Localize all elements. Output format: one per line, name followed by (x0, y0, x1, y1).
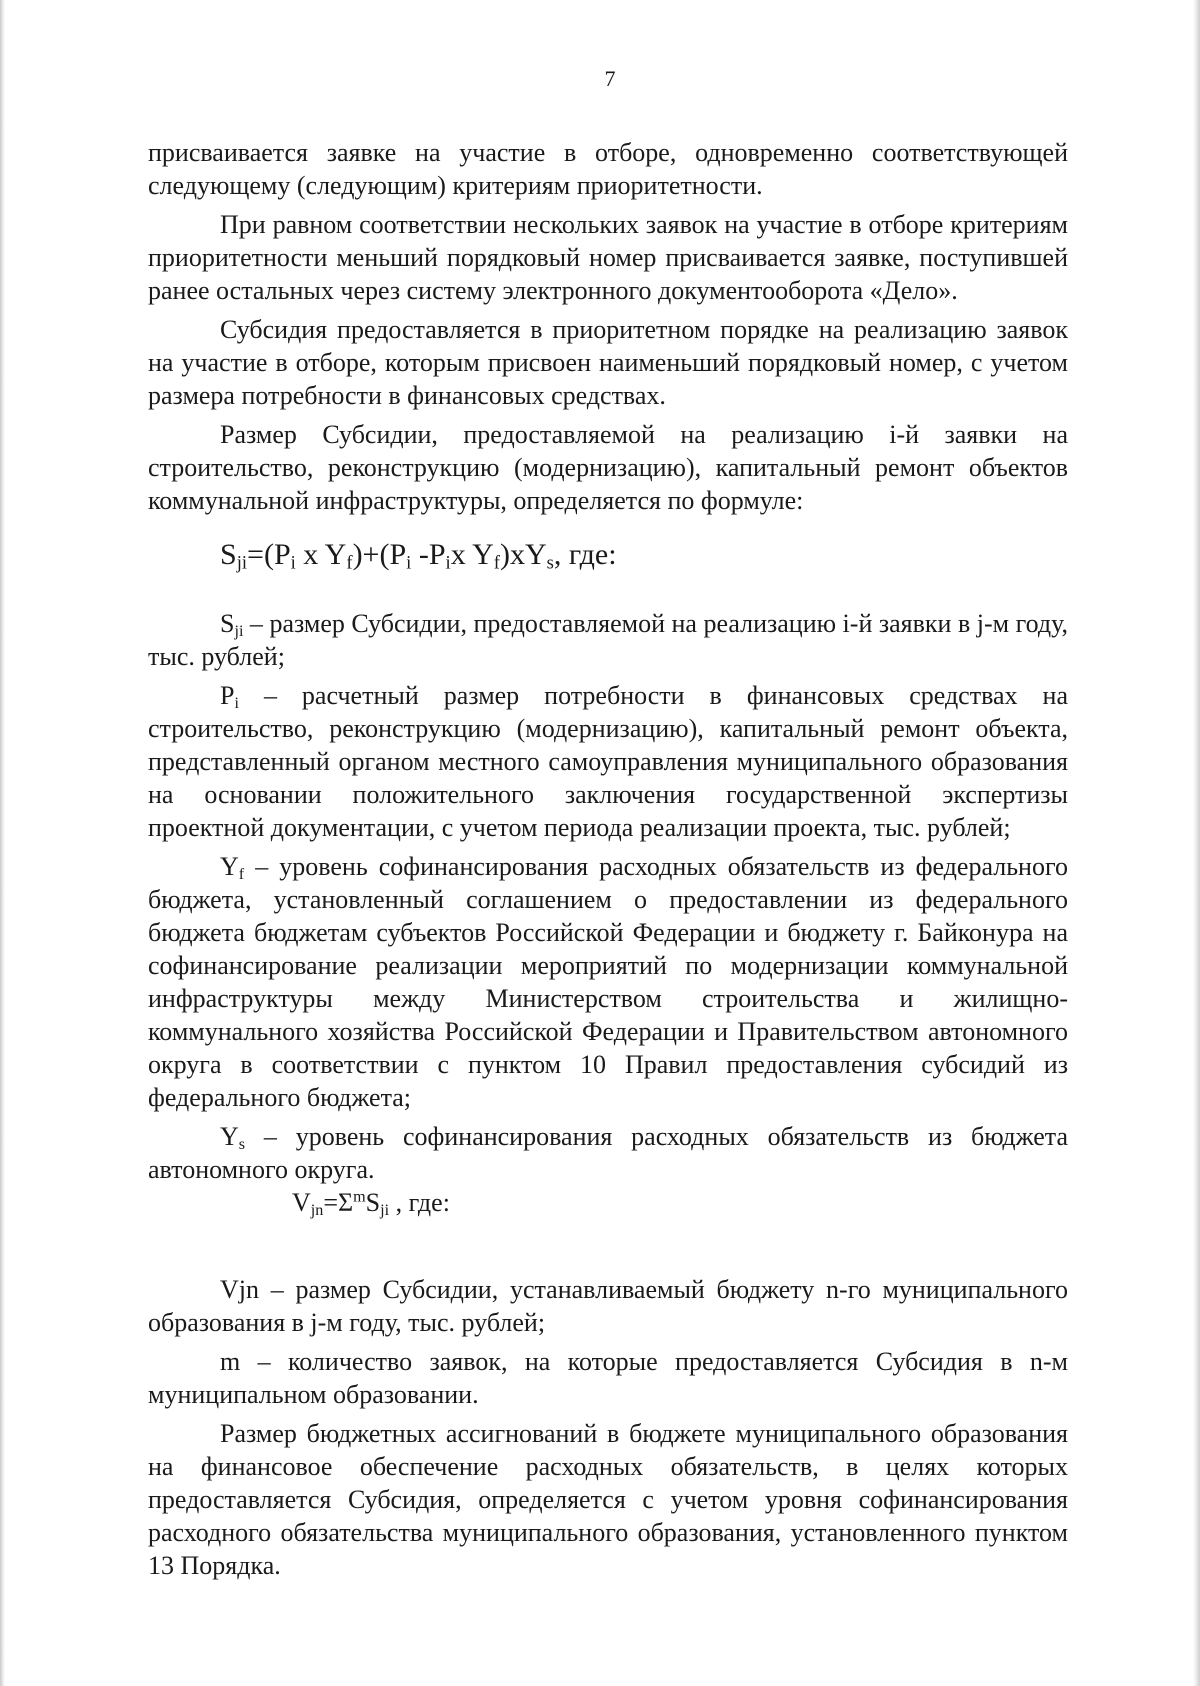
paragraph-equal-criteria: При равном соответствии нескольких заявок на участие в отборе критериям приоритетности меньший порядковый номер присваивается заявке, поступившей ранее остальных через систему электронного документооборота «Дело». (148, 210, 1068, 305)
definition-m: m – количество заявок, на которые предоставляется Субсидия в n-м муниципальном образовании. (148, 1347, 1068, 1409)
paragraph-priority-order: Субсидия предоставляется в приоритетном порядке на реализацию заявок на участие в отборе, которым присвоен наименьший порядковый номер, с учетом размера потребности в финансовых средствах. (148, 315, 1068, 410)
definition-yf: $Y_f$ – уровень софинансирования расходных обязательств из федерального бюджета, установленный соглашением о предоставлении из федерального бюджета бюджетам субъектов Российской Федерации и бюджету г. Байконура на софинансирование реализации мероприятий по модернизации коммунальной инфраструктуры между Министерством строительства и жилищно-коммунального хозяйства Российской Федерации и Правительством автономного округа в соответствии с пунктом 10 Правил предоставления субсидий из федерального бюджета; (148, 852, 1068, 1112)
paragraph-budget-allocations: Размер бюджетных ассигнований в бюджете муниципального образования на финансовое обеспечение расходных обязательств, в целях которых предоставляется Субсидия, определяется с учетом уровня софинансирования расходного обязательства муниципального образования, установленного пунктом 13 Порядка. (148, 1419, 1068, 1580)
definition-vjn: Vjn – размер Субсидии, устанавливаемый бюджету n-го муниципального образования в j-м году, тыс. рублей; (148, 1275, 1068, 1337)
page-number: 7 (604, 66, 616, 91)
paragraph-subsidy-size: Размер Субсидии, предоставляемой на реализацию i-й заявки на строительство, реконструкцию (модернизацию), капитальный ремонт объектов коммунальной инфраструктуры, определяется по формуле: (148, 420, 1068, 515)
document-body (148, 136, 1068, 1582)
definition-ys: $Y_s$ – уровень софинансирования расходных обязательств из бюджета автономного округа. (148, 1122, 1068, 1184)
definition-pi: $P_i$ – расчетный размер потребности в финансовых средствах на строительство, реконструкцию (модернизацию), капитальный ремонт объекта, представленный органом местного самоуправления муниципального образования на основании положительного заключения государственной экспертизы проектной документации, с учетом периода реализации проекта, тыс. рублей; (148, 681, 1068, 842)
definition-sji: $S_{ji}$ – размер Субсидии, предоставляемой на реализацию i-й заявки в j-м году, тыс. рублей; (148, 609, 1068, 671)
scan-edge-right (1193, 0, 1200, 1686)
scan-edge-left (0, 0, 5, 1686)
paragraph-priority-assignment: присваивается заявке на участие в отборе, одновременно соответствующей следующему (следующим) критериям приоритетности. (148, 138, 1068, 200)
formula-total-subsidy: $V_{jn}=\Sigma^mS_{ji}$ , где: (292, 1188, 450, 1220)
formula-subsidy: $S_{ji}=(P_i$ x $Y_f)+(P_i$ $-P_ix$ $Y_f)xY_s$, где: (220, 538, 617, 574)
